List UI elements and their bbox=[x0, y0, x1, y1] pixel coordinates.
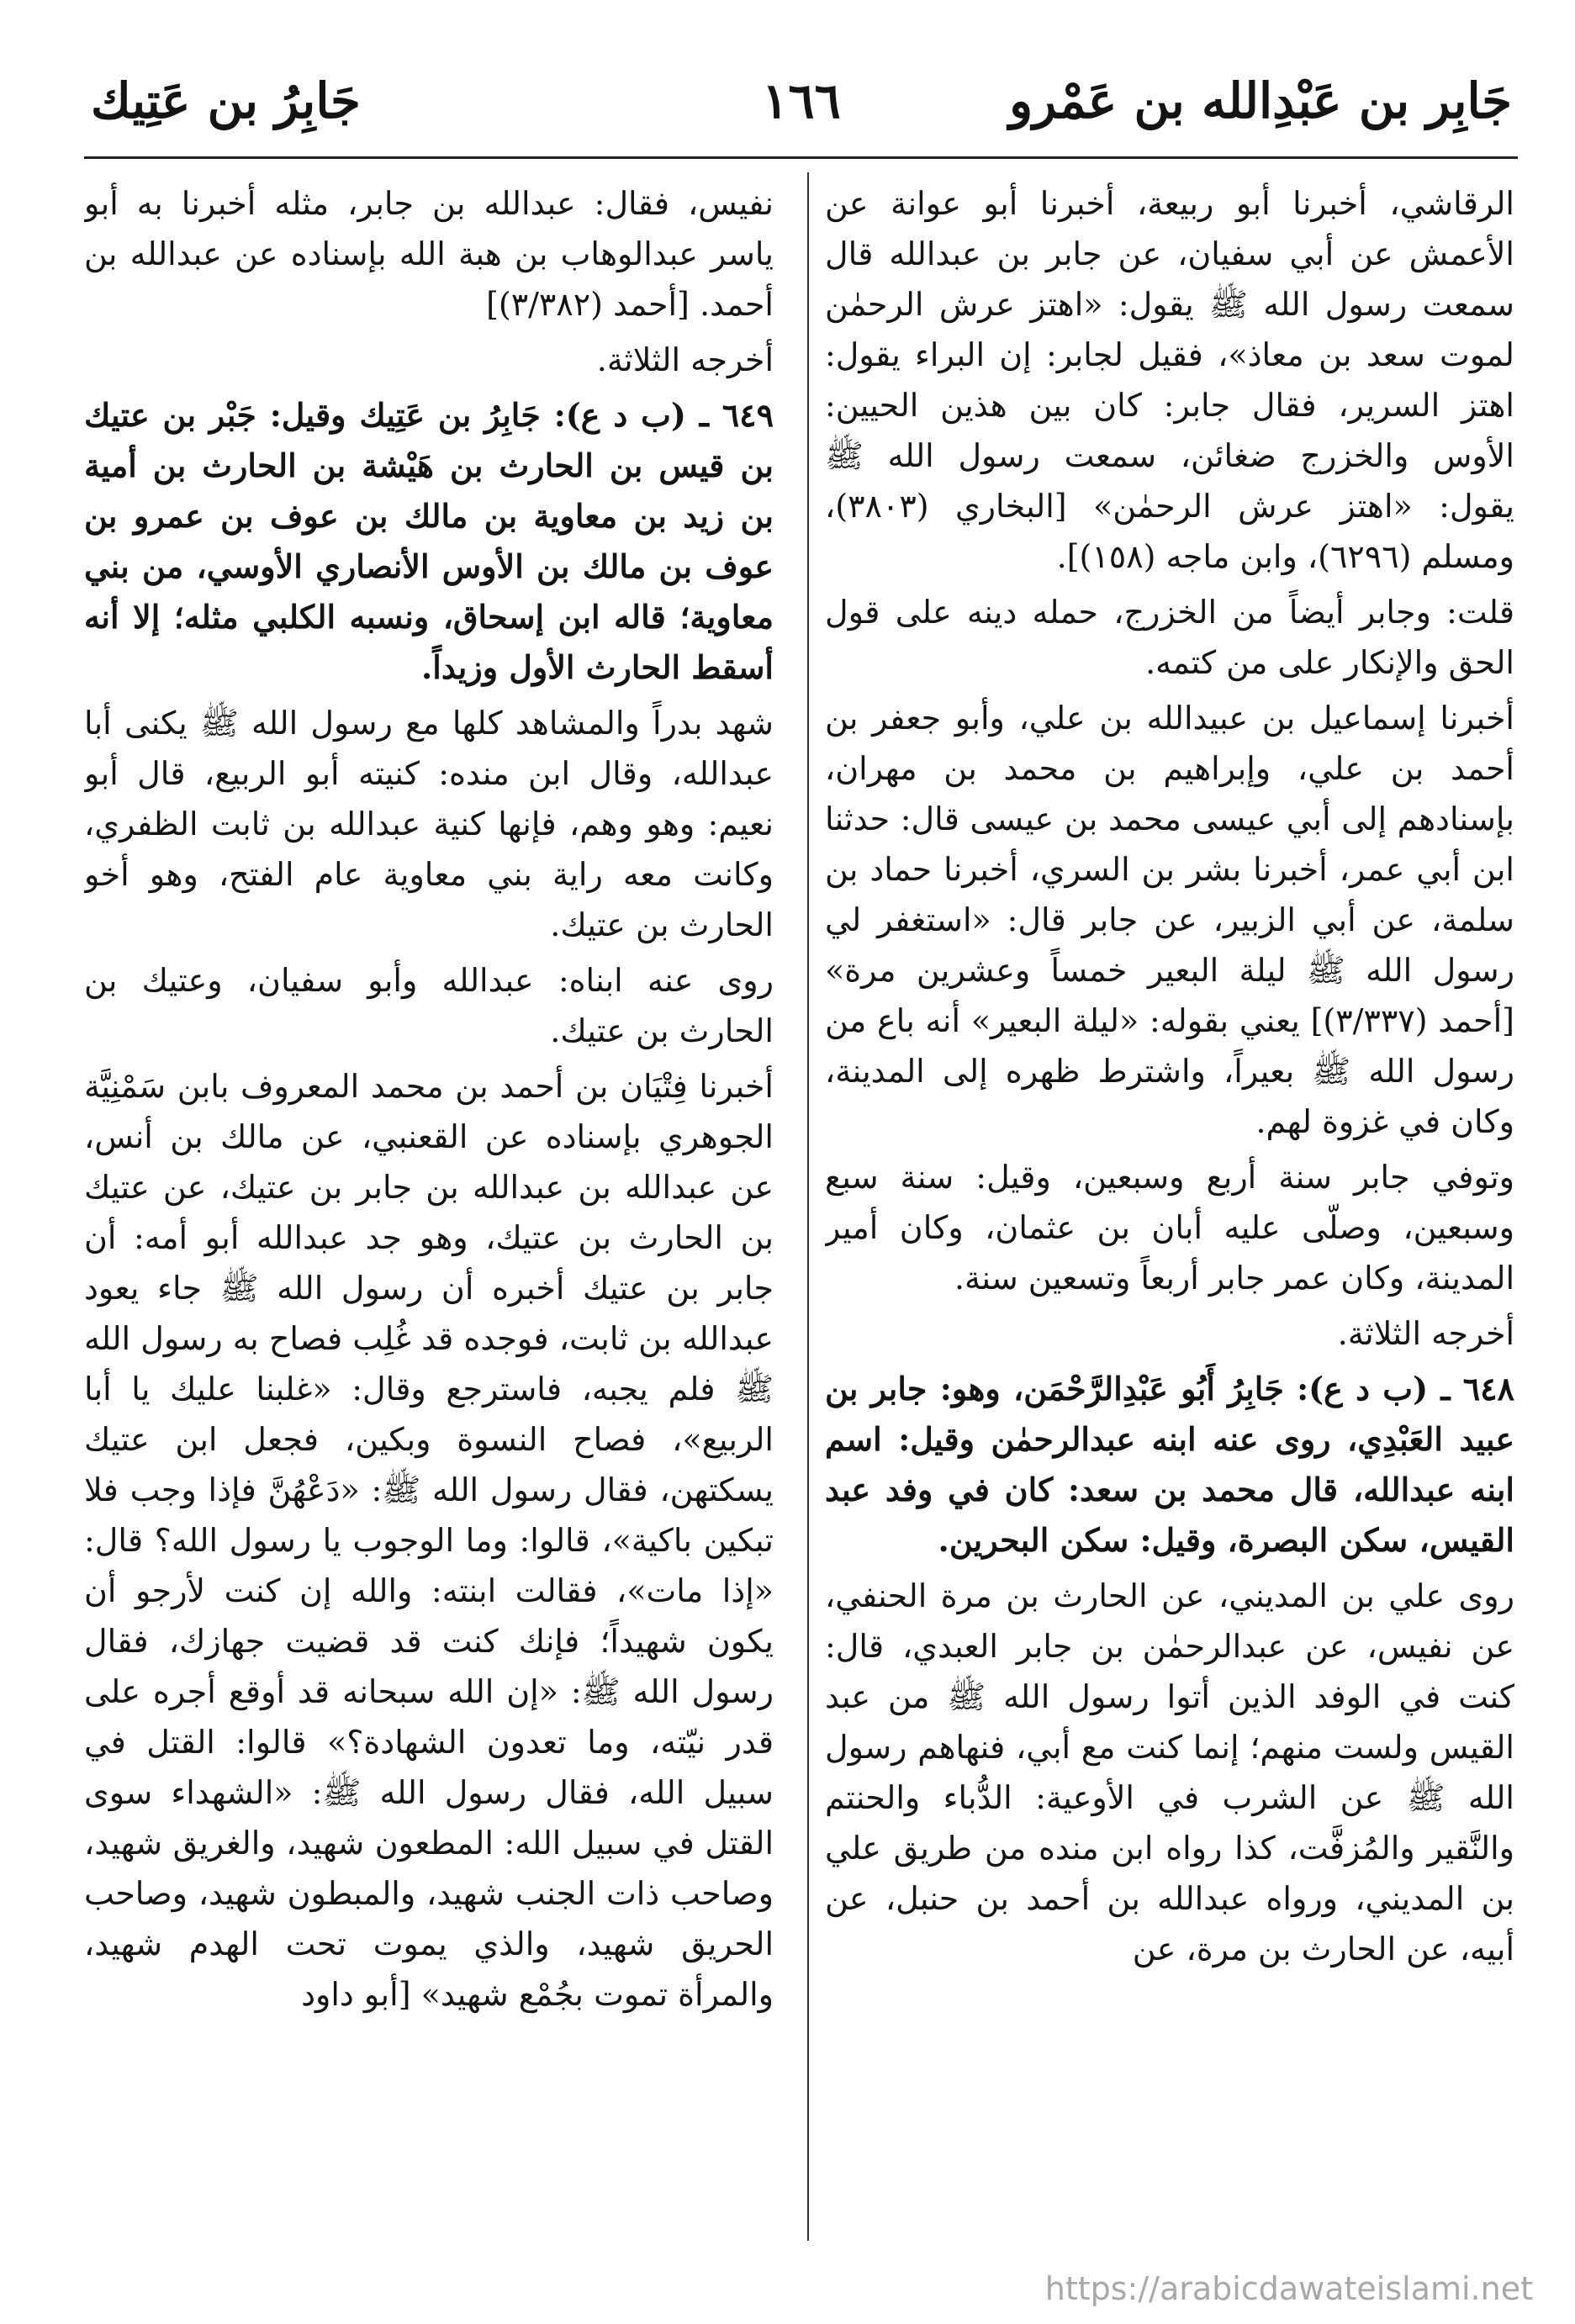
paragraph: أخرجه الثلاثة. bbox=[596, 341, 774, 378]
right-column bbox=[825, 178, 1514, 2238]
running-head-left: جَابِرُ بن عَتِيك bbox=[91, 72, 361, 129]
paragraph: وتوفي جابر سنة أربع وسبعين، وقيل: سنة سبع وسبعين، وصلّى عليه أبان بن عثمان، وكان أمير المدينة، وكان عمر جابر أربعاً وتسعين سنة. bbox=[825, 1159, 1514, 1297]
entry-648: ٦٤٨ ـ (ب د ع): جَابِرُ أَبُو عَبْدِالرَّحْمَن، وهو: جابر بن عبيد العَبْدِي، روى عنه ابنه عبدالرحمٰن وقيل: اسم ابنه عبدالله، قال محمد بن سعد: كان في وفد عبد القيس، سكن البصرة، وقيل: سكن البحرين. bbox=[825, 1370, 1514, 1559]
paragraph: روى علي بن المديني، عن الحارث بن مرة الحنفي، عن نفيس، عن عبدالرحمٰن بن جابر العبدي، قال: كنت في الوفد الذين أتوا رسول الله ﷺ من عبد القيس ولست منهم؛ إنما كنت مع أبي، فنهاهم رسول الله ﷺ عن الشرب في الأوعية: الدُّباء والحنتم والنَّقير والمُزفَّت، كذا رواه ابن منده من طريق علي بن المديني، ورواه عبدالله بن أحمد بن حنبل، عن أبيه، عن الحارث بن مرة، عن bbox=[825, 1577, 1514, 1967]
page-number: ١٦٦ bbox=[762, 72, 841, 129]
watermark-url: https://arabicdawateislami.net bbox=[1044, 2270, 1533, 2307]
paragraph: روى عنه ابناه: عبدالله وأبو سفيان، وعتيك بن الحارث بن عتيك. bbox=[84, 962, 774, 1049]
page-header bbox=[91, 72, 1512, 140]
header-rule bbox=[84, 156, 1518, 159]
column-divider bbox=[807, 172, 809, 2241]
paragraph: أخبرنا فِتْيَان بن أحمد بن محمد المعروف بابن سَمْنِيَّة الجوهري بإسناده عن القعنبي، عن مالك بن أنس، عن عبدالله بن عبدالله بن جابر بن عتيك، عن عتيك بن الحارث بن عتيك، وهو جد عبدالله أبو أمه: أن جابر بن عتيك أخبره أن رسول الله ﷺ جاء يعود عبدالله بن ثابت، فوجده قد غُلِب فصاح به رسول الله ﷺ فلم يجبه، فاسترجع وقال: «غلبنا عليك يا أبا الربيع»، فصاح النسوة وبكين، فجعل ابن عتيك يسكتهن، فقال رسول الله ﷺ: «دَعْهُنَّ فإذا وجب فلا تبكين باكية»، قالوا: وما الوجوب يا رسول الله؟ قال: «إذا مات»، فقالت ابنته: والله إن كنت لأرجو أن يكون شهيداً؛ فإنك كنت قد قضيت جهازك، فقال رسول الله ﷺ: «إن الله سبحانه قد أوقع أجره على قدر نيّته، وما تعدون الشهادة؟» قالوا: القتل في سبيل الله، فقال رسول الله ﷺ: «الشهداء سوى القتل في سبيل الله: المطعون شهيد، والغريق شهيد، وصاحب ذات الجنب شهيد، والمبطون شهيد، وصاحب الحريق شهيد، والذي يموت تحت الهدم شهيد، والمرأة تموت بجُمْع شهيد» [أبو داود bbox=[84, 1068, 774, 2013]
paragraph: أخبرنا إسماعيل بن عبيدالله بن علي، وأبو جعفر بن أحمد بن علي، وإبراهيم بن محمد بن مهران، بإسنادهم إلى أبي عيسى محمد بن عيسى قال: حدثنا ابن أبي عمر، أخبرنا بشر بن السري، أخبرنا حماد بن سلمة، عن أبي الزبير، عن جابر قال: «استغفر لي رسول الله ﷺ ليلة البعير خمساً وعشرين مرة» [أحمد (٣/٣٣٧)] يعني بقوله: «ليلة البعير» أنه باع من رسول الله ﷺ بعيراً، واشترط ظهره إلى المدينة، وكان في غزوة لهم. bbox=[825, 700, 1514, 1140]
running-head-right: جَابِر بن عَبْدِالله بن عَمْرو bbox=[1009, 72, 1512, 129]
paragraph: الرقاشي، أخبرنا أبو ربيعة، أخبرنا أبو عوانة عن الأعمش عن أبي سفيان، عن جابر بن عبدالله قال سمعت رسول الله ﷺ يقول: «اهتز عرش الرحمٰن لموت سعد بن معاذ»، فقيل لجابر: إن البراء يقول: اهتز السرير، فقال جابر: كان بين هذين الحيين: الأوس والخزرج ضغائن، سمعت رسول الله ﷺ يقول: «اهتز عرش الرحمٰن» [البخاري (٣٨٠٣)، ومسلم (٦٢٩٦)، وابن ماجه (١٥٨)]. bbox=[825, 185, 1514, 575]
paragraph: نفيس، فقال: عبدالله بن جابر، مثله أخبرنا به أبو ياسر عبدالوهاب بن هبة الله بإسناده عن عبدالله بن أحمد. [أحمد (٣/٣٨٢)] bbox=[84, 185, 774, 323]
entry-649: ٦٤٩ ـ (ب د ع): جَابِرُ بن عَتِيك وقيل: جَبْر بن عتيك بن قيس بن الحارث بن هَيْشة بن الحارث بن أمية بن زيد بن معاوية بن مالك بن عوف بن عمرو بن عوف بن مالك بن الأوس الأنصاري الأوسي، من بني معاوية؛ قاله ابن إسحاق، ونسبه الكلبي مثله؛ إلا أنه أسقط الحارث الأول وزيداً. bbox=[84, 396, 774, 686]
left-column bbox=[84, 178, 774, 2238]
paragraph: أخرجه الثلاثة. bbox=[1337, 1315, 1514, 1352]
paragraph: قلت: وجابر أيضاً من الخزرج، حمله دينه على قول الحق والإنكار على من كتمه. bbox=[825, 594, 1514, 681]
paragraph: شهد بدراً والمشاهد كلها مع رسول الله ﷺ يكنى أبا عبدالله، وقال ابن منده: كنيته أبو الربيع، قال أبو نعيم: وهو وهم، فإنها كنية عبدالله بن ثابت الظفري، وكانت معه راية بني معاوية عام الفتح، وهو أخو الحارث بن عتيك. bbox=[84, 705, 774, 943]
